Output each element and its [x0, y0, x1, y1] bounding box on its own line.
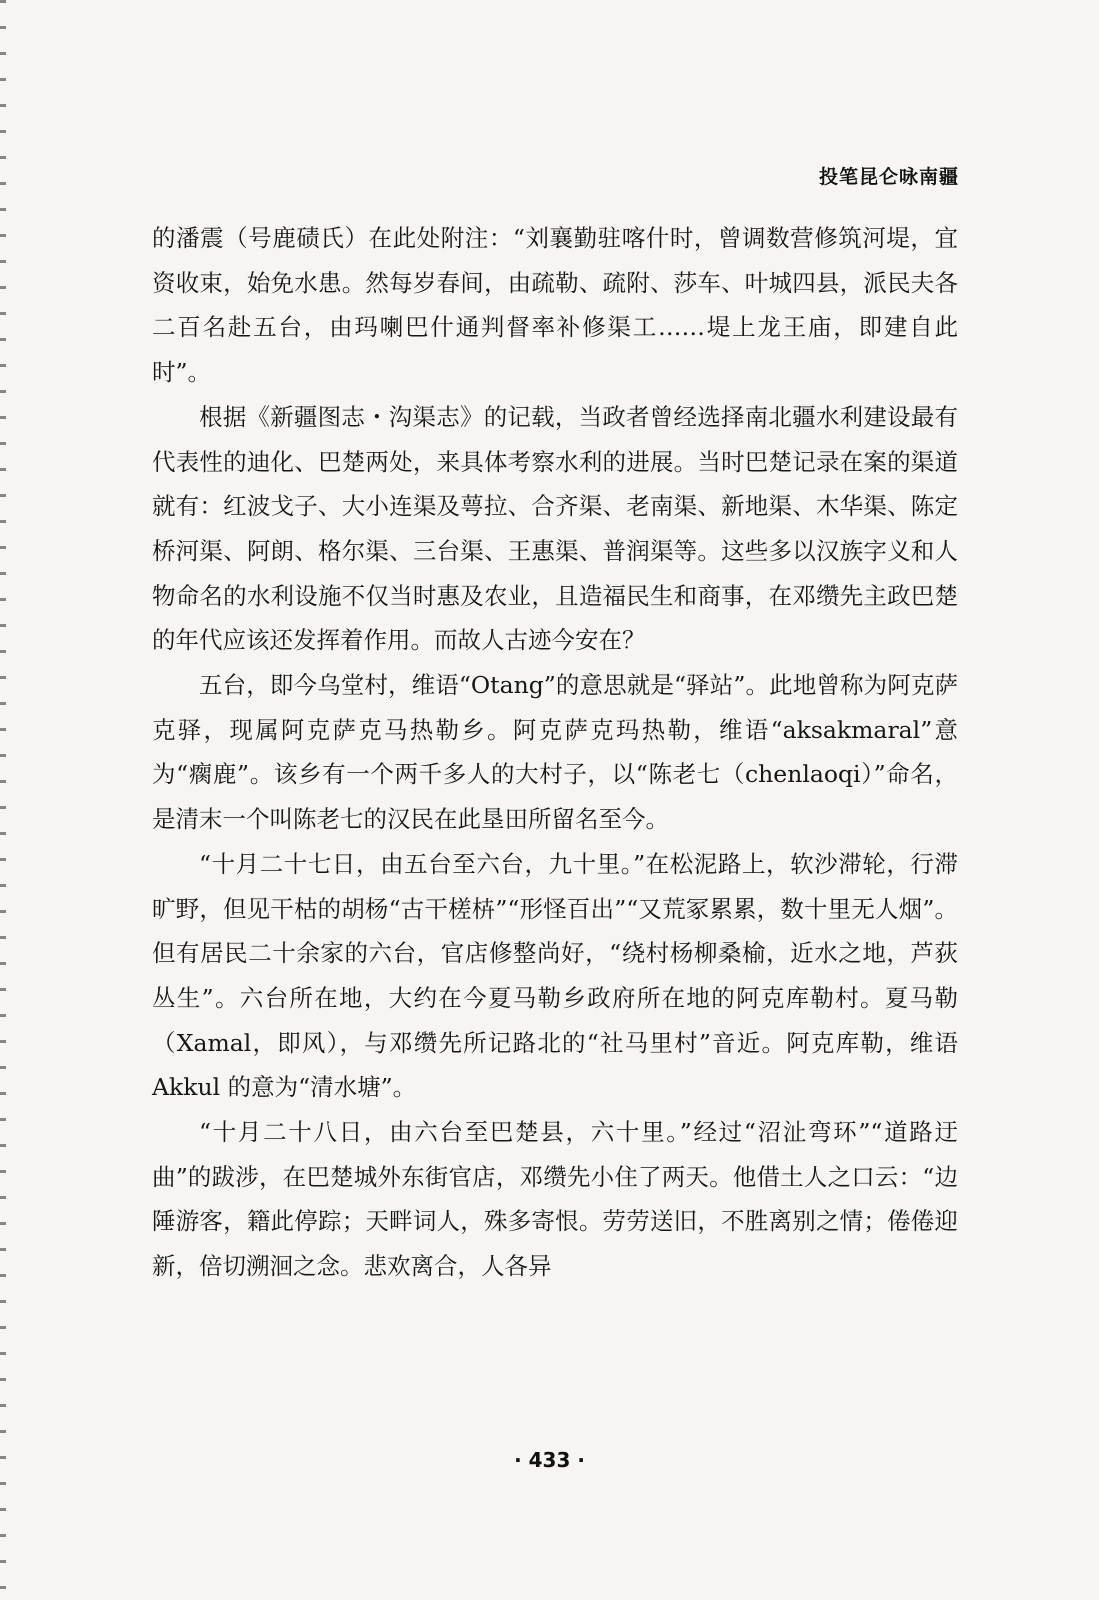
paragraph: “十月二十七日，由五台至六台，九十里。”在松泥路上，软沙滞轮，行滞旷野，但见干枯的胡杨“古干槎枿”“形怪百出”“又荒冢累累，数十里无人烟”。但有居民二十余家的六台，官店修整尚好，“绕村杨柳桑榆，近水之地，芦荻丛生”。六台所在地，大约在今夏马勒乡政府所在地的阿克库勒村。夏马勒（Xamal，即风），与邓缵先所记路北的“社马里村”音近。阿克库勒，维语 Akkul 的意为“清水塘”。	[152, 849, 958, 1102]
page-number: · 433 ·	[514, 1448, 585, 1472]
body-text	[152, 216, 958, 1289]
paragraph: 的潘震（号鹿碛氏）在此处附注：“刘襄勤驻喀什时，曾调数营修筑河堤，宜资收束，始免水患。然每岁春间，由疏勒、疏附、莎车、叶城四县，派民夫各二百名赴五台，由玛喇巴什通判督率补修渠工……堤上龙王庙，即建自此时”。	[152, 224, 958, 387]
paragraph: 根据《新疆图志・沟渠志》的记载，当政者曾经选择南北疆水利建设最有代表性的迪化、巴楚两处，来具体考察水利的进展。当时巴楚记录在案的渠道就有：红波戈子、大小连渠及萼拉、合齐渠、老南渠、新地渠、木华渠、陈定桥河渠、阿朗、格尔渠、三台渠、王惠渠、普润渠等。这些多以汉族字义和人物命名的水利设施不仅当时惠及农业，且造福民生和商事，在邓缵先主政巴楚的年代应该还发挥着作用。而故人古迹今安在？	[152, 402, 958, 655]
running-head: 投笔昆仑咏南疆	[818, 166, 959, 188]
paragraph: “十月二十八日，由六台至巴楚县，六十里。”经过“沼沚弯环”“道路迂曲”的跋涉，在巴楚城外东街官店，邓缵先小住了两天。他借土人之口云：“边陲游客，籍此停踪；天畔词人，殊多寄恨。劳劳送旧，不胜离别之情；倦倦迎新，倍切溯洄之念。悲欢离合，人各异	[152, 1118, 958, 1281]
paragraph: 五台，即今乌堂村，维语“Otang”的意思就是“驿站”。此地曾称为阿克萨克驿，现属阿克萨克马热勒乡。阿克萨克玛热勒，维语“aksakmaral”意为“瘸鹿”。该乡有一个两千多人的大村子，以“陈老七（chenlaoqi）”命名，是清末一个叫陈老七的汉民在此垦田所留名至今。	[152, 671, 958, 834]
binding-edge	[0, 0, 6, 1600]
